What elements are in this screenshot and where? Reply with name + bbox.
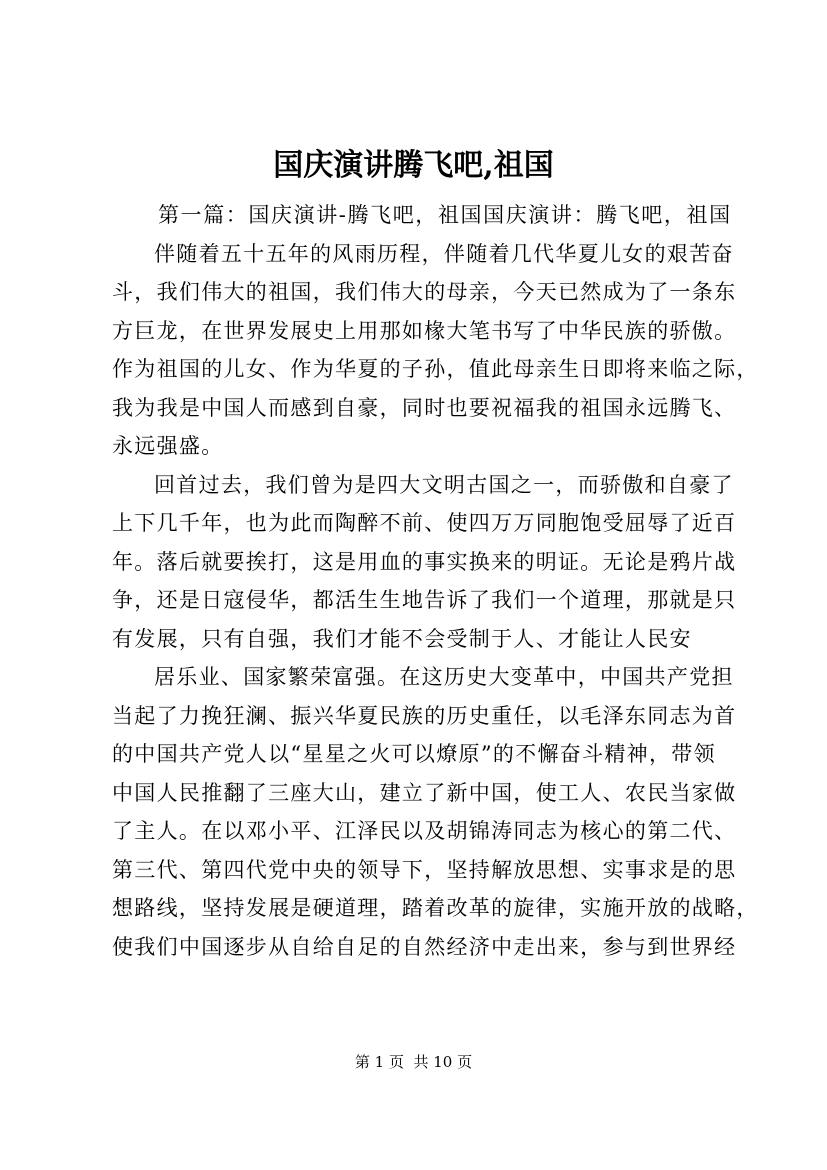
- document-subtitle: 第一篇：国庆演讲-腾飞吧，祖国国庆演讲：腾飞吧，祖国: [158, 203, 732, 227]
- body-line: 的中国共产党人以“星星之火可以燎原”的不懈奋斗精神，带领: [112, 742, 716, 766]
- body-line: 使我们中国逐步从自给自足的自然经济中走出来，参与到世界经: [112, 934, 737, 959]
- body-line: 争，还是日寇侵华，都活生生地告诉了我们一个道理，那就是只: [112, 588, 737, 612]
- body-line: 居乐业、国家繁荣富强。在这历史大变革中，中国共产党担: [154, 665, 734, 689]
- body-line: 中国人民推翻了三座大山，建立了新中国，使工人、农民当家做: [112, 780, 737, 805]
- body-line: 回首过去，我们曾为是四大文明古国之一，而骄傲和自豪了: [154, 472, 734, 497]
- page-number-label: 第 1 页 共 10 页: [354, 1053, 473, 1071]
- body-line: 伴随着五十五年的风雨历程，伴随着几代华夏儿女的艰苦奋: [154, 241, 734, 266]
- document-body: [112, 196, 759, 966]
- body-line: 作为祖国的儿女、作为华夏的子孙，值此母亲生日即将来临之际，: [112, 357, 759, 381]
- body-line: 当起了力挽狂澜、振兴华夏民族的历史重任，以毛泽东同志为首: [112, 703, 737, 728]
- body-line: 方巨龙，在世界发展史上用那如椽大笔书写了中华民族的骄傲。: [112, 318, 737, 343]
- document-title: 国庆演讲腾飞吧,祖国: [273, 148, 554, 183]
- body-line: 想路线，坚持发展是硬道理，踏着改革的旋律，实施开放的战略，: [112, 896, 759, 920]
- body-line: 永远强盛。: [112, 434, 224, 458]
- body-line: 我为我是中国人而感到自豪，同时也要祝福我的祖国永远腾飞、: [112, 395, 737, 420]
- body-line: 了主人。在以邓小平、江泽民以及胡锦涛同志为核心的第二代、: [112, 819, 737, 843]
- body-line: 上下几千年，也为此而陶醉不前、使四万万同胞饱受屈辱了近百: [112, 511, 737, 535]
- body-line: 有发展，只有自强，我们才能不会受制于人、才能让人民安: [112, 626, 692, 651]
- body-line: 第三代、第四代党中央的领导下，坚持解放思想、实事求是的思: [112, 857, 737, 882]
- body-line: 年。落后就要挨打，这是用血的事实换来的明证。无论是鸦片战: [112, 549, 737, 574]
- page-footer: [0, 1052, 827, 1072]
- body-line: 斗，我们伟大的祖国，我们伟大的母亲，今天已然成为了一条东: [112, 280, 737, 304]
